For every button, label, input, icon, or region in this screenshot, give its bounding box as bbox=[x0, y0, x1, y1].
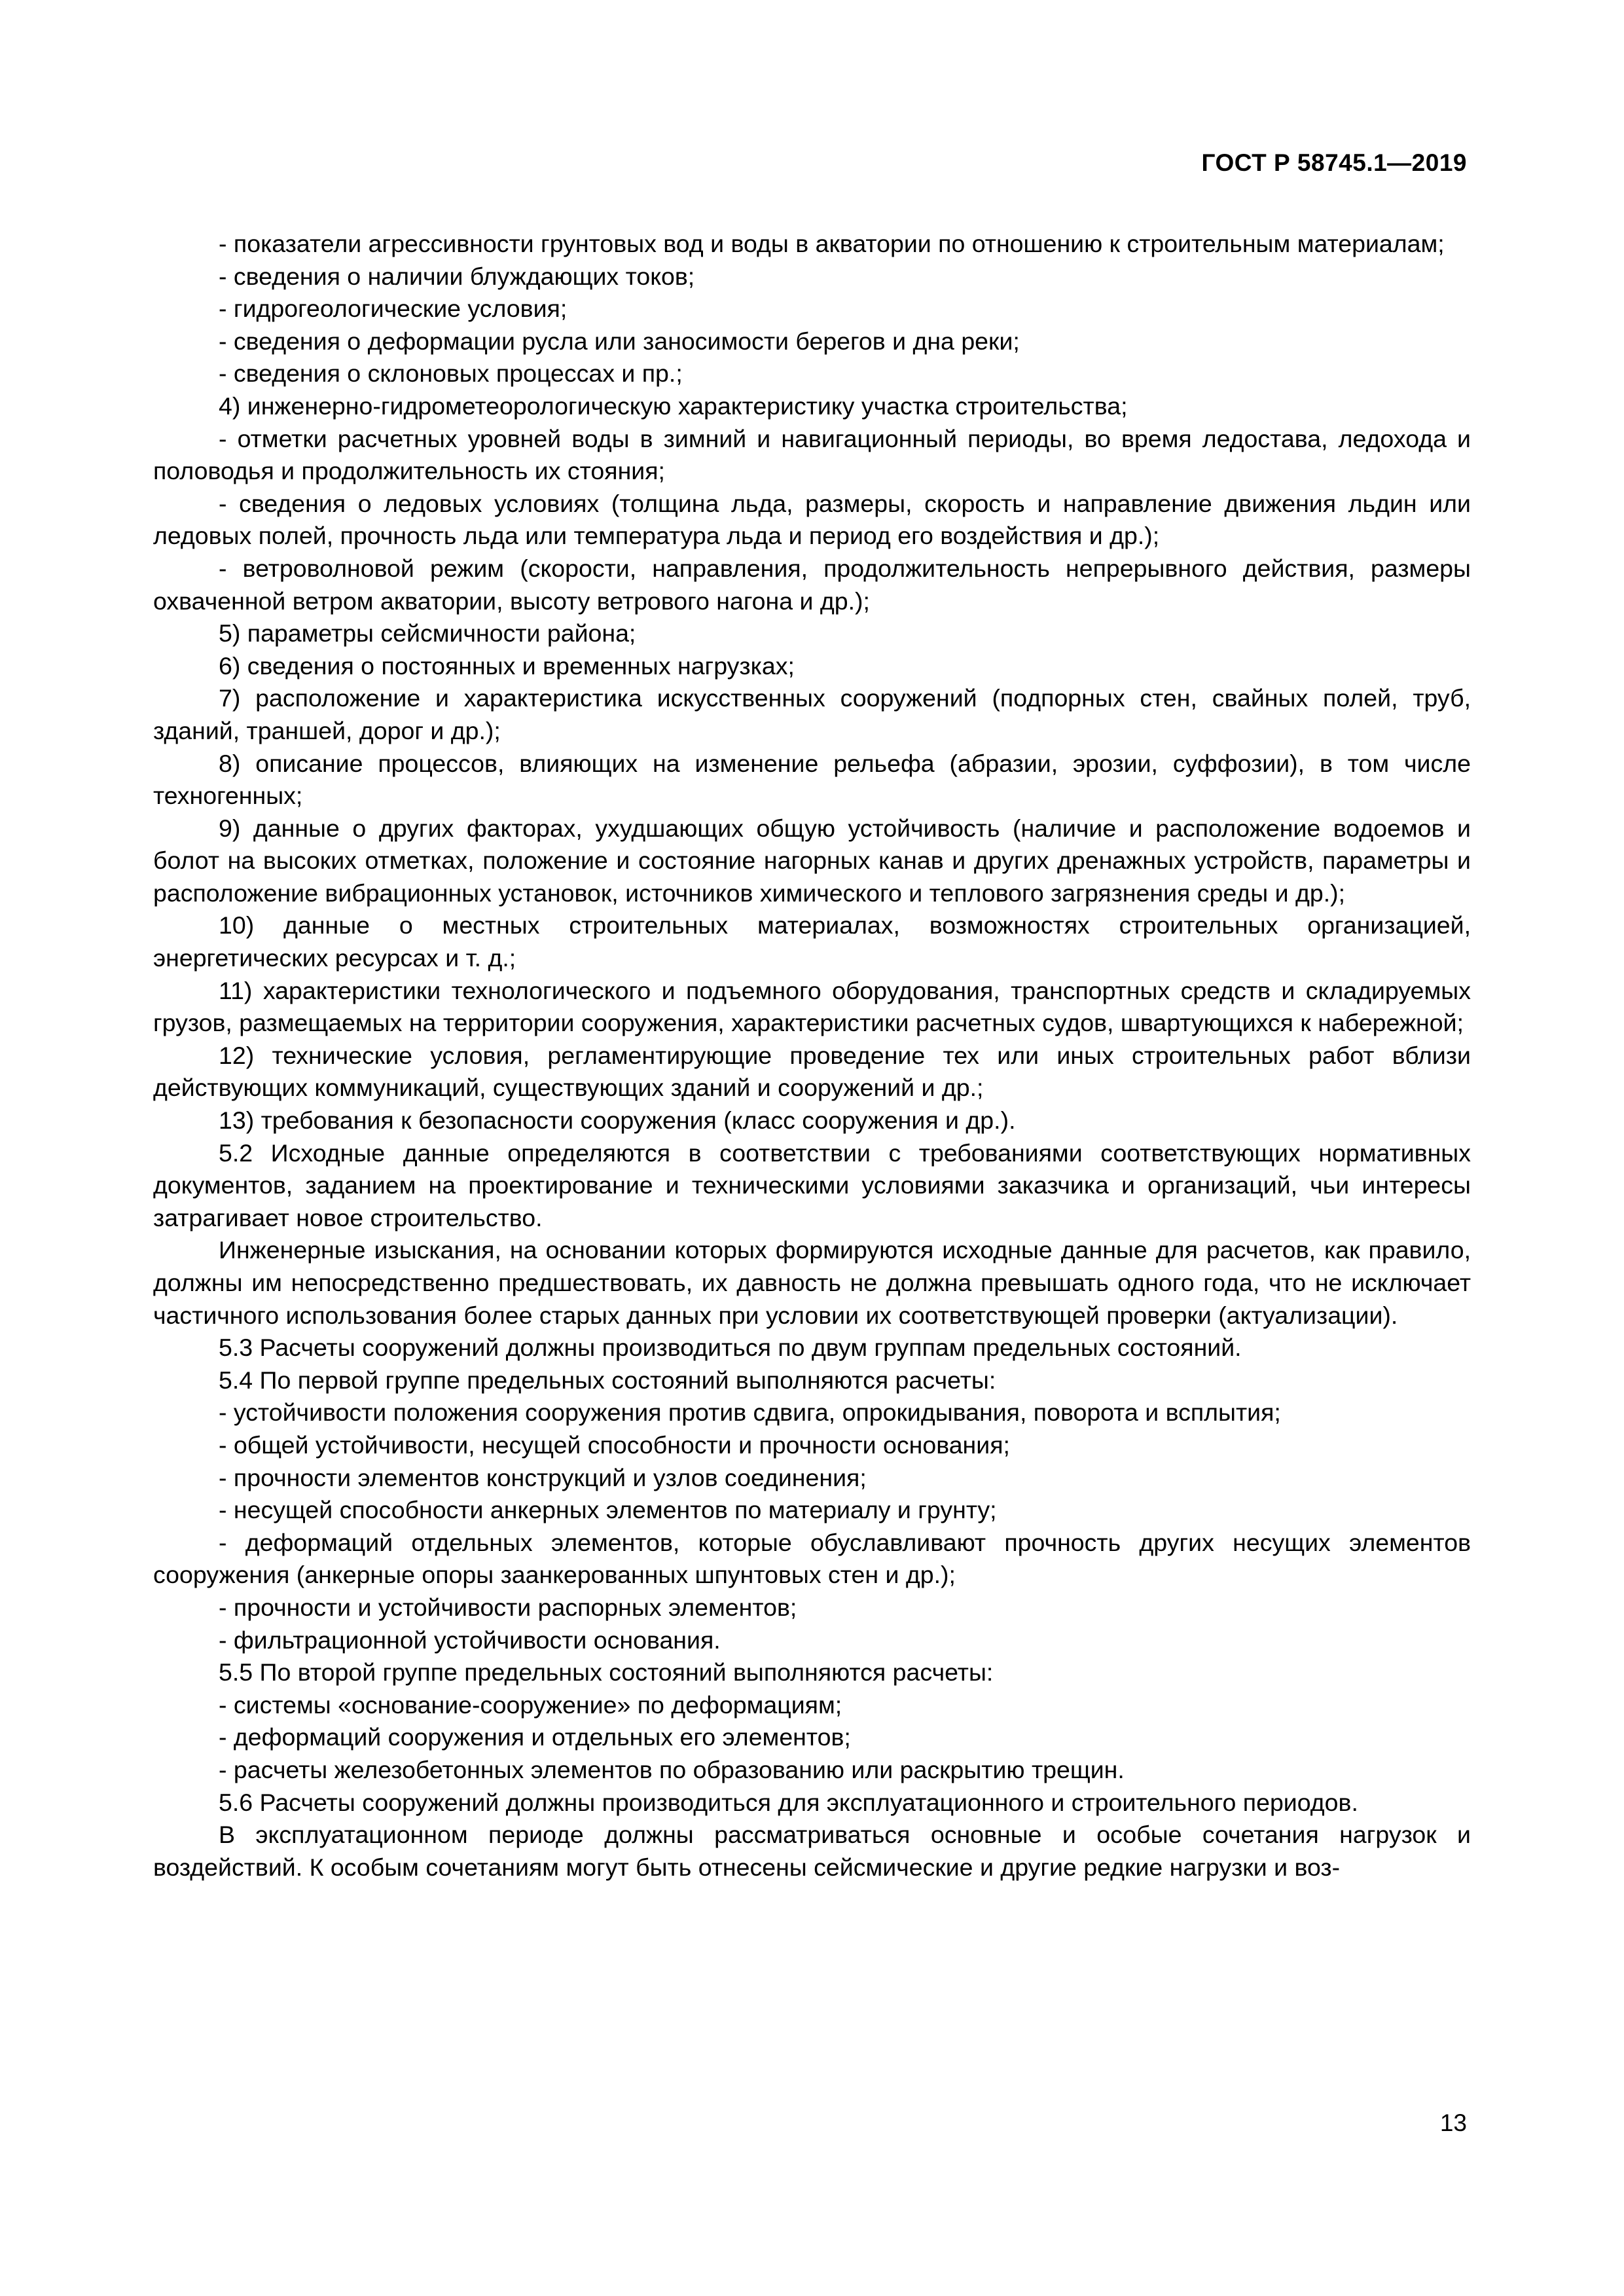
paragraph: - фильтрационной устойчивости основания. bbox=[219, 1626, 721, 1654]
paragraph: - расчеты железобетонных элементов по образованию или раскрытию трещин. bbox=[219, 1755, 1125, 1783]
paragraph: - деформаций сооружения и отдельных его элементов; bbox=[219, 1723, 851, 1751]
paragraph: - сведения о ледовых условиях (толщина льда, размеры, скорость и направление движения льдин или ледовых полей, прочность льда или температура льда и период его воздействия и др.); bbox=[153, 489, 1471, 550]
paragraph: - устойчивости положения сооружения против сдвига, опрокидывания, поворота и всплытия; bbox=[219, 1398, 1281, 1427]
paragraph: - несущей способности анкерных элементов по материалу и грунту; bbox=[219, 1496, 997, 1524]
paragraph: - общей устойчивости, несущей способности и прочности основания; bbox=[219, 1430, 1010, 1459]
paragraph: 13) требования к безопасности сооружения (класс сооружения и др.). bbox=[219, 1106, 1016, 1135]
paragraph: 8) описание процессов, влияющих на изменение рельефа (абразии, эрозии, суффозии), в том числе техногенных; bbox=[153, 749, 1471, 810]
paragraph: - сведения о склоновых процессах и пр.; bbox=[219, 359, 683, 388]
paragraph: 11) характеристики технологического и подъемного оборудования, транспортных средств и складируемых грузов, размещаемых на территории сооружения, характеристики расчетных судов, швартующихся к набережной; bbox=[153, 976, 1471, 1037]
paragraph: 7) расположение и характеристика искусственных сооружений (подпорных стен, свайных полей, труб, зданий, траншей, дорог и др.); bbox=[153, 684, 1471, 744]
paragraph: - сведения о наличии блуждающих токов; bbox=[219, 262, 695, 290]
paragraph: 5) параметры сейсмичности района; bbox=[219, 619, 636, 647]
paragraph: 5.3 Расчеты сооружений должны производиться по двум группам предельных состояний. bbox=[219, 1334, 1242, 1362]
paragraph: 9) данные о других факторах, ухудшающих общую устойчивость (наличие и расположение водоемов и болот на высоких отметках, положение и состояние нагорных канав и других дренажных устройств, параметры и расположение вибрационных установок, источников химического и теплового загрязнения среды и др.); bbox=[153, 814, 1471, 907]
paragraph: - отметки расчетных уровней воды в зимний и навигационный периоды, во время ледостава, ледохода и половодья и продолжительность их стояния; bbox=[153, 424, 1471, 485]
page-number: 13 bbox=[1439, 2109, 1467, 2136]
paragraph: - системы «основание-сооружение» по деформациям; bbox=[219, 1690, 842, 1719]
document-body bbox=[153, 228, 1471, 1884]
paragraph: 5.5 По второй группе предельных состояний выполняются расчеты: bbox=[219, 1658, 994, 1686]
paragraph: 4) инженерно-гидрометеорологическую характеристику участка строительства; bbox=[219, 392, 1128, 420]
paragraph: Инженерные изыскания, на основании которых формируются исходные данные для расчетов, как правило, должны им непосредственно предшествовать, их давность не должна превышать одного года, что не исключает частичного использования более старых данных при условии их соответствующей проверки (актуализации). bbox=[153, 1236, 1471, 1329]
paragraph: - прочности и устойчивости распорных элементов; bbox=[219, 1593, 797, 1621]
paragraph: 12) технические условия, регламентирующие проведение тех или иных строительных работ вблизи действующих коммуникаций, существующих зданий и сооружений и др.; bbox=[153, 1041, 1471, 1102]
paragraph: 5.2 Исходные данные определяются в соответствии с требованиями соответствующих нормативных документов, заданием на проектирование и техническими условиями заказчика и организаций, чьи интересы затрагивает новое строительство. bbox=[153, 1139, 1471, 1231]
paragraph: - деформаций отдельных элементов, которые обуславливают прочность других несущих элементов сооружения (анкерные опоры заанкерованных шпунтовых стен и др.); bbox=[153, 1528, 1471, 1589]
paragraph: 5.6 Расчеты сооружений должны производиться для эксплуатационного и строительного периодов. bbox=[219, 1788, 1358, 1816]
paragraph: 6) сведения о постоянных и временных нагрузках; bbox=[219, 651, 795, 680]
paragraph: В эксплуатационном периоде должны рассматриваться основные и особые сочетания нагрузок и воздействий. К особым сочетаниям могут быть отнесены сейсмические и другие редкие нагрузки и воз- bbox=[153, 1821, 1471, 1881]
paragraph: 5.4 По первой группе предельных состояний выполняются расчеты: bbox=[219, 1366, 996, 1394]
paragraph: - показатели агрессивности грунтовых вод и воды в акватории по отношению к строительным материалам; bbox=[219, 230, 1445, 257]
document-id-header: ГОСТ Р 58745.1—2019 bbox=[1201, 149, 1467, 176]
paragraph: - прочности элементов конструкций и узлов соединения; bbox=[219, 1463, 867, 1491]
paragraph: - гидрогеологические условия; bbox=[219, 295, 568, 323]
paragraph: - ветроволновой режим (скорости, направления, продолжительность непрерывного действия, размеры охваченной ветром акватории, высоту ветрового нагона и др.); bbox=[153, 554, 1471, 615]
paragraph: - сведения о деформации русла или заносимости берегов и дна реки; bbox=[219, 327, 1020, 355]
paragraph: 10) данные о местных строительных материалах, возможностях строительных организацией, энергетических ресурсах и т. д.; bbox=[153, 911, 1471, 972]
